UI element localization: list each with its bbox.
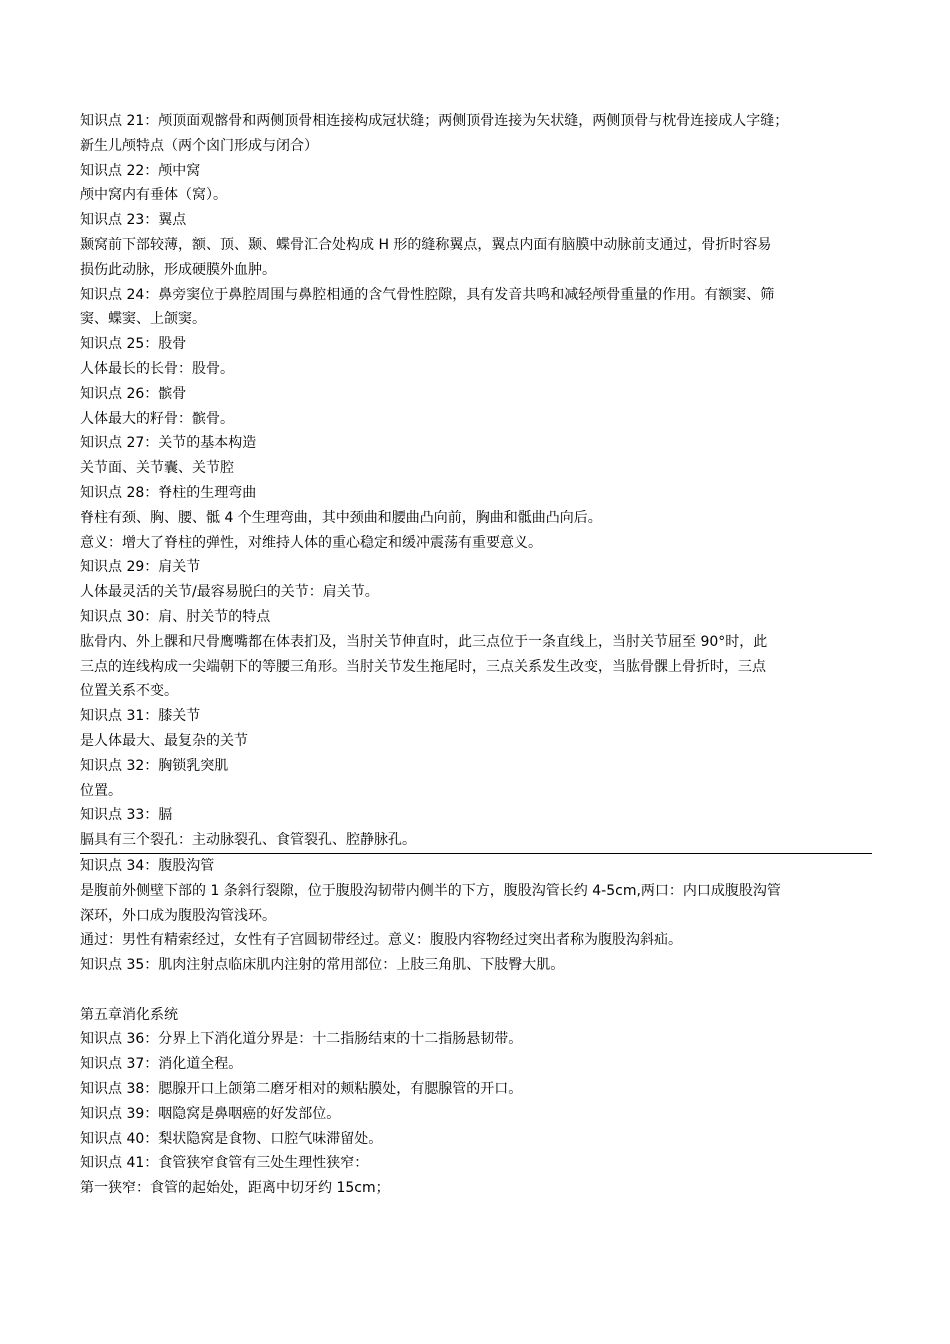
text-line: 知识点 24：鼻旁窦位于鼻腔周围与鼻腔相通的含气骨性腔隙，具有发音共鸣和减轻颅骨重量的作用。有额窦、筛 xyxy=(80,286,775,303)
text-line: 窦、蝶窦、上颌窦。 xyxy=(80,311,206,328)
text-line: 关节面、关节囊、关节腔 xyxy=(80,460,234,477)
heading-line: 知识点 33：膈 xyxy=(80,807,173,824)
text-line: 知识点 39：咽隐窝是鼻咽癌的好发部位。 xyxy=(80,1105,341,1122)
text-line: 深环，外口成为腹股沟管浅环。 xyxy=(80,907,276,924)
heading-line: 知识点 30：肩、肘关节的特点 xyxy=(80,608,271,625)
text-line: 人体最大的籽骨：髌骨。 xyxy=(80,410,234,427)
text-line: 膈具有三个裂孔：主动脉裂孔、食管裂孔、腔静脉孔。 xyxy=(80,832,416,849)
text-line: 知识点 41：食管狭窄食管有三处生理性狭窄： xyxy=(80,1155,369,1172)
heading-line: 知识点 34：腹股沟管 xyxy=(80,857,215,874)
text-line: 新生儿颅特点（两个囟门形成与闭合） xyxy=(80,137,318,154)
text-line: 脊柱有颈、胸、腰、骶 4 个生理弯曲，其中颈曲和腰曲凸向前，胸曲和骶曲凸向后。 xyxy=(80,509,602,526)
heading-line: 知识点 22：颅中窝 xyxy=(80,162,201,179)
heading-line: 知识点 28：脊柱的生理弯曲 xyxy=(80,484,257,501)
text-line: 知识点 35：肌肉注射点临床肌内注射的常用部位：上肢三角肌、下肢臀大肌。 xyxy=(80,957,565,974)
heading-line: 知识点 23：翼点 xyxy=(80,212,187,229)
text-line: 意义：增大了脊柱的弹性，对维持人体的重心稳定和缓冲震荡有重要意义。 xyxy=(80,534,542,551)
text-line: 颅中窝内有垂体（窝）。 xyxy=(80,187,227,204)
text-line: 通过：男性有精索经过，女性有子宫圆韧带经过。意义：腹股内容物经过突出者称为腹股沟斜疝。 xyxy=(80,932,682,949)
text-line: 第一狭窄：食管的起始处，距离中切牙约 15cm； xyxy=(80,1180,390,1197)
text-line: 知识点 21：颅顶面观髂骨和两侧顶骨相连接构成冠状缝；两侧顶骨连接为矢状缝，两侧顶骨与枕骨连接成人字缝； xyxy=(80,113,789,129)
text-line: 三点的连线构成一尖端朝下的等腰三角形。当肘关节发生拖尾时，三点关系发生改变，当肱骨髁上骨折时，三点 xyxy=(80,658,766,675)
text-line: 人体最长的长骨：股骨。 xyxy=(80,360,234,377)
text-line: 颞窝前下部较薄，额、顶、颞、蝶骨汇合处构成 H 形的缝称翼点，翼点内面有脑膜中动脉前支通过，骨折时容易 xyxy=(80,236,772,253)
text-line: 知识点 37：消化道全程。 xyxy=(80,1056,243,1073)
heading-line: 知识点 29：肩关节 xyxy=(80,559,201,576)
chapter-title: 第五章消化系统 xyxy=(80,1006,178,1023)
heading-line: 知识点 31：膝关节 xyxy=(80,708,201,725)
heading-line: 知识点 32：胸锁乳突肌 xyxy=(80,757,229,774)
text-line: 人体最灵活的关节/最容易脱臼的关节：肩关节。 xyxy=(80,584,379,601)
heading-line: 知识点 26：髌骨 xyxy=(80,385,187,402)
blank-line xyxy=(80,978,875,1003)
text-line: 知识点 36：分界上下消化道分界是：十二指肠结束的十二指肠悬韧带。 xyxy=(80,1031,523,1048)
text-line: 知识点 38：腮腺开口上颌第二磨牙相对的颊粘膜处，有腮腺管的开口。 xyxy=(80,1081,523,1098)
heading-line: 知识点 27：关节的基本构造 xyxy=(80,435,257,452)
text-line: 肱骨内、外上髁和尺骨鹰嘴都在体表扪及，当肘关节伸直时，此三点位于一条直线上，当肘关节屈至 90°时，此 xyxy=(80,633,768,650)
text-line: 位置关系不变。 xyxy=(80,683,178,700)
text-line: 知识点 40：梨状隐窝是食物、口腔气味滞留处。 xyxy=(80,1130,383,1147)
document-page xyxy=(80,109,875,1201)
text-line: 损伤此动脉，形成硬膜外血肿。 xyxy=(80,261,276,278)
text-line: 是腹前外侧壁下部的 1 条斜行裂隙，位于腹股沟韧带内侧半的下方，腹股沟管长约 4-5cm,两口：内口成腹股沟管 xyxy=(80,882,781,899)
heading-line: 知识点 25：股骨 xyxy=(80,336,187,353)
text-line: 是人体最大、最复杂的关节 xyxy=(80,732,248,749)
text-line: 位置。 xyxy=(80,782,122,799)
